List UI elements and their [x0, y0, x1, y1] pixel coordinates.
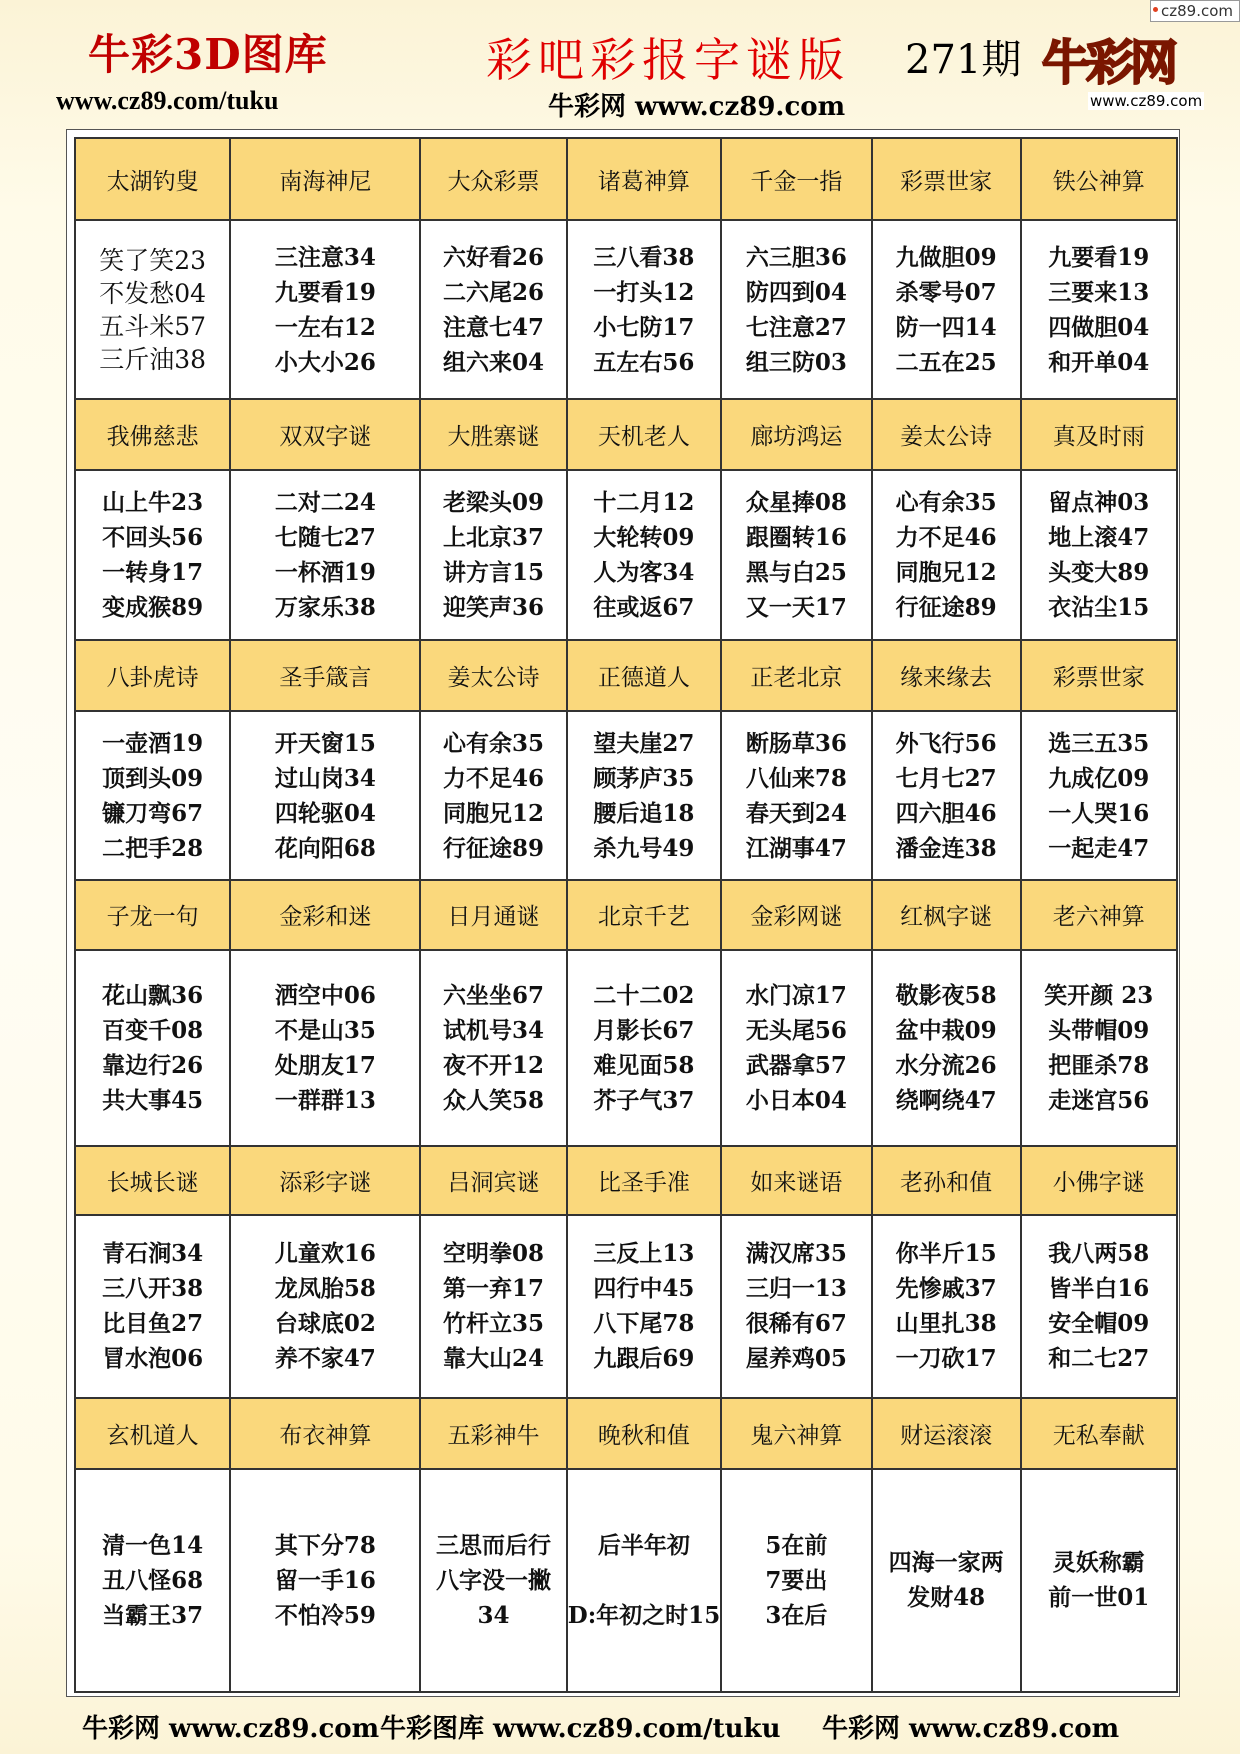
riddle-cell [1021, 950, 1178, 1146]
riddle-cell [75, 711, 230, 880]
riddle-cell [230, 711, 420, 880]
source-name-cell: 金彩和迷 [230, 880, 420, 949]
source-name-cell: 吕洞宾谜 [420, 1146, 566, 1215]
riddle-line: 大轮转09 [593, 523, 695, 551]
source-name-cell: 财运滚滚 [872, 1398, 1021, 1469]
riddle-row [75, 1215, 1177, 1398]
site-url-link[interactable]: www.cz89.com/tuku [56, 86, 279, 115]
riddle-line: 地上滚47 [1048, 523, 1150, 551]
logo-text: 牛彩网 [1042, 35, 1175, 91]
riddle-line: 头变大89 [1048, 558, 1150, 586]
riddle-cell [721, 470, 872, 639]
riddle-line: 不怕冷59 [274, 1601, 376, 1629]
riddle-line: 腰后追18 [593, 799, 695, 827]
riddle-line: 九做胆09 [895, 243, 997, 271]
riddle-line: 心有余35 [443, 729, 545, 757]
riddle-line: 敬影夜58 [895, 981, 997, 1009]
riddle-line: 四六胆46 [895, 799, 997, 827]
source-name-cell: 正德道人 [567, 640, 721, 711]
source-name-cell: 姜太公诗 [420, 640, 566, 711]
riddle-line: 34 [477, 1601, 510, 1629]
riddle-line: 一杯酒19 [274, 558, 376, 586]
riddle-line: 三斤油38 [99, 344, 207, 374]
riddle-line: 3在后 [765, 1601, 828, 1629]
riddle-line: 很稀有67 [745, 1310, 847, 1338]
riddle-line: 试机号34 [443, 1016, 545, 1044]
riddle-line [568, 1563, 720, 1598]
riddle-line: 六好看26 [443, 243, 545, 271]
riddle-line: 九要看19 [274, 278, 376, 306]
riddle-line: 共大事45 [102, 1086, 204, 1114]
riddle-line: 二五在25 [895, 348, 997, 376]
header-row [75, 880, 1177, 949]
riddle-line: 三八开38 [102, 1275, 204, 1303]
riddle-line: 九要看19 [1048, 243, 1150, 271]
riddle-line: 三反上13 [593, 1240, 695, 1268]
riddle-line: 第一弃17 [443, 1275, 545, 1303]
riddle-line: 同胞兄12 [443, 799, 545, 827]
riddle-line: 三要来13 [1048, 278, 1150, 306]
riddle-cell [75, 470, 230, 639]
riddle-line: 小日本04 [745, 1086, 847, 1114]
riddle-line: 灵妖称霸 [1052, 1549, 1145, 1577]
source-name-cell: 比圣手准 [567, 1146, 721, 1215]
riddle-cell [75, 1215, 230, 1398]
riddle-row [75, 470, 1177, 639]
riddle-line: 盆中栽09 [895, 1016, 997, 1044]
riddle-line: 力不足46 [443, 764, 545, 792]
riddle-cell [567, 950, 721, 1146]
riddle-cell [420, 1469, 566, 1692]
riddle-line: 断肠草36 [745, 729, 847, 757]
source-name-cell: 缘来缘去 [872, 640, 1021, 711]
riddle-line: 同胞兄12 [895, 558, 997, 586]
riddle-cell [567, 711, 721, 880]
riddle-line: 七注意27 [745, 313, 847, 341]
source-name-cell: 无私奉献 [1021, 1398, 1178, 1469]
header-row [75, 138, 1177, 220]
riddle-line: 镰刀弯67 [102, 799, 204, 827]
riddle-cell [1021, 1215, 1178, 1398]
riddle-line: 八仙来78 [745, 764, 847, 792]
riddle-cell [721, 220, 872, 398]
source-name-cell: 圣手箴言 [230, 640, 420, 711]
riddle-line: 选三五35 [1048, 729, 1150, 757]
riddle-line: 四做胆04 [1048, 313, 1150, 341]
riddle-cell [567, 1469, 721, 1692]
riddle-line: 开天窗15 [274, 729, 376, 757]
riddle-line: 一人哭16 [1048, 799, 1150, 827]
source-name-cell: 八卦虎诗 [75, 640, 230, 711]
riddle-line: 笑了笑23 [99, 245, 207, 275]
riddle-line: 二把手28 [102, 834, 204, 862]
riddle-line: 青石涧34 [102, 1240, 204, 1268]
issue-number: 271期 [905, 37, 1022, 83]
riddle-line: 三注意34 [274, 243, 376, 271]
source-name-cell: 北京千艺 [567, 880, 721, 949]
header-row [75, 399, 1177, 470]
riddle-line: 二对二24 [274, 488, 376, 516]
riddle-line: 龙凤胎58 [274, 1275, 376, 1303]
riddle-line: 满汉席35 [745, 1240, 847, 1268]
riddle-line: 屋养鸡05 [745, 1345, 847, 1373]
source-name-cell: 彩票世家 [1021, 640, 1178, 711]
riddle-line: 二六尾26 [443, 278, 545, 306]
riddle-line: 外飞行56 [895, 729, 997, 757]
site-title: 牛彩3D图库 [88, 30, 328, 79]
riddle-line: 七随七27 [274, 523, 376, 551]
riddle-line: 众人笑58 [443, 1086, 545, 1114]
riddle-line: 其下分78 [274, 1531, 376, 1559]
riddle-line: 一壶酒19 [102, 729, 204, 757]
riddle-line: 万家乐38 [274, 593, 376, 621]
riddle-line: 山里扎38 [895, 1310, 997, 1338]
source-name-cell: 廊坊鸿运 [721, 399, 872, 470]
riddle-line: 前一世01 [1048, 1584, 1150, 1612]
riddle-line: 后半年初 [597, 1531, 690, 1559]
riddle-line: 洒空中06 [274, 981, 376, 1009]
source-name-cell: 诸葛神算 [567, 138, 721, 220]
footer-link-left[interactable]: 牛彩网 www.cz89.com [82, 1714, 380, 1744]
riddle-cell [872, 1215, 1021, 1398]
riddle-line: 月影长67 [593, 1016, 695, 1044]
riddle-line: 七月七27 [895, 764, 997, 792]
riddle-line: 往或返67 [593, 593, 695, 621]
riddle-line: 水分流26 [895, 1051, 997, 1079]
riddle-line: 老梁头09 [443, 488, 545, 516]
source-name-cell: 铁公神算 [1021, 138, 1178, 220]
brand-logo[interactable] [1042, 18, 1202, 110]
riddle-cell [75, 1469, 230, 1692]
source-name-cell: 红枫字谜 [872, 880, 1021, 949]
source-name-cell: 长城长谜 [75, 1146, 230, 1215]
riddle-line: 力不足46 [895, 523, 997, 551]
riddle-line: 春天到24 [745, 799, 847, 827]
riddle-line: 丑八怪68 [102, 1566, 204, 1594]
source-name-cell: 彩票世家 [872, 138, 1021, 220]
riddle-cell [872, 1469, 1021, 1692]
source-name-cell: 布衣神算 [230, 1398, 420, 1469]
riddle-cell [567, 470, 721, 639]
riddle-cell [230, 220, 420, 398]
riddle-line: 清一色14 [102, 1531, 204, 1559]
riddle-line: 7要出 [765, 1566, 828, 1594]
riddle-line: 无头尾56 [745, 1016, 847, 1044]
riddle-line: 皆半白16 [1048, 1275, 1150, 1303]
riddle-line: 六坐坐67 [443, 981, 545, 1009]
header-row [75, 1398, 1177, 1469]
riddle-line: 绕啊绕47 [895, 1086, 997, 1114]
source-name-cell: 姜太公诗 [872, 399, 1021, 470]
riddle-cell [1021, 220, 1178, 398]
riddle-row [75, 950, 1177, 1146]
riddle-line: 靠大山24 [443, 1345, 545, 1373]
riddle-cell [872, 950, 1021, 1146]
riddle-line: 九成亿09 [1048, 764, 1150, 792]
riddle-line: 四轮驱04 [274, 799, 376, 827]
sub-url-link[interactable]: 牛彩网 www.cz89.com [548, 92, 846, 122]
riddle-line: 笑开颜 23 [1044, 981, 1154, 1009]
site-dot-icon [1153, 7, 1158, 12]
riddle-line: 百变千08 [102, 1016, 204, 1044]
riddle-line: 不发愁04 [99, 278, 207, 308]
source-name-cell: 五彩神牛 [420, 1398, 566, 1469]
riddle-line: 五左右56 [593, 348, 695, 376]
riddle-line: 二十二02 [593, 981, 695, 1009]
riddle-line: 心有余35 [895, 488, 997, 516]
source-name-cell: 玄机道人 [75, 1398, 230, 1469]
riddle-cell [420, 950, 566, 1146]
riddle-line: 5在前 [765, 1531, 828, 1559]
riddle-line: 杀九号49 [593, 834, 695, 862]
riddle-cell [721, 1215, 872, 1398]
riddle-line: 跟圈转16 [745, 523, 847, 551]
source-name-cell: 鬼六神算 [721, 1398, 872, 1469]
header-row [75, 640, 1177, 711]
riddle-line: 山上牛23 [102, 488, 204, 516]
riddle-line: 花向阳68 [274, 834, 376, 862]
source-name-cell: 正老北京 [721, 640, 872, 711]
source-name-cell: 如来谜语 [721, 1146, 872, 1215]
riddle-table [74, 137, 1178, 1693]
riddle-line: 芥子气37 [593, 1086, 695, 1114]
riddle-line: 发财48 [907, 1584, 986, 1612]
riddle-line: 八字没一撇 [436, 1566, 552, 1594]
source-name-cell: 大众彩票 [420, 138, 566, 220]
riddle-cell [420, 1215, 566, 1398]
riddle-line: 上北京37 [443, 523, 545, 551]
riddle-line: 靠边行26 [102, 1051, 204, 1079]
riddle-line: 变成猴89 [102, 593, 204, 621]
source-name-cell: 南海神尼 [230, 138, 420, 220]
riddle-row [75, 220, 1177, 398]
riddle-line: 八下尾78 [593, 1310, 695, 1338]
riddle-line: 武器拿57 [745, 1051, 847, 1079]
riddle-line: 留点神03 [1048, 488, 1150, 516]
riddle-line: 水门凉17 [745, 981, 847, 1009]
riddle-cell [721, 950, 872, 1146]
riddle-line: 黑与白25 [745, 558, 847, 586]
riddle-cell [75, 950, 230, 1146]
source-name-cell: 千金一指 [721, 138, 872, 220]
riddle-line: 江湖事47 [745, 834, 847, 862]
source-name-cell: 添彩字谜 [230, 1146, 420, 1215]
source-name-cell: 晚秋和值 [567, 1398, 721, 1469]
riddle-line: 儿童欢16 [274, 1240, 376, 1268]
riddle-cell [75, 220, 230, 398]
riddle-cell [230, 1469, 420, 1692]
riddle-line: 六三胆36 [745, 243, 847, 271]
riddle-line: 讲方言15 [443, 558, 545, 586]
riddle-line: 和二七27 [1048, 1345, 1150, 1373]
riddle-line: 台球底02 [274, 1310, 376, 1338]
riddle-line: 不回头56 [102, 523, 204, 551]
riddle-line: 一转身17 [102, 558, 204, 586]
riddle-row [75, 1469, 1177, 1692]
riddle-line: 三八看38 [593, 243, 695, 271]
header-row [75, 1146, 1177, 1215]
riddle-line: 一刀砍17 [895, 1345, 997, 1373]
riddle-line: 行征途89 [443, 834, 545, 862]
riddle-cell [230, 1215, 420, 1398]
riddle-line: 不是山35 [274, 1016, 376, 1044]
riddle-cell [1021, 470, 1178, 639]
riddle-cell [1021, 1469, 1178, 1692]
source-name-cell: 日月通谜 [420, 880, 566, 949]
riddle-line: 迎笑声36 [443, 593, 545, 621]
source-name-cell: 子龙一句 [75, 880, 230, 949]
riddle-line: 杀零号07 [895, 278, 997, 306]
riddle-line: 顾茅庐35 [593, 764, 695, 792]
source-name-cell: 太湖钓叟 [75, 138, 230, 220]
riddle-line: 四行中45 [593, 1275, 695, 1303]
riddle-line: 走迷宫56 [1048, 1086, 1150, 1114]
riddle-cell [230, 470, 420, 639]
riddle-line: 冒水泡06 [102, 1345, 204, 1373]
source-name-cell: 金彩网谜 [721, 880, 872, 949]
source-name-cell: 老六神算 [1021, 880, 1178, 949]
riddle-line: 当霸王37 [102, 1601, 204, 1629]
riddle-cell [872, 470, 1021, 639]
riddle-line: 望夫崖27 [593, 729, 695, 757]
riddle-line: 我八两58 [1048, 1240, 1150, 1268]
footer-link-middle[interactable]: 牛彩图库 www.cz89.com/tuku [380, 1714, 781, 1744]
riddle-line: 衣沾尘15 [1048, 593, 1150, 621]
page-title: 彩吧彩报字谜版 [486, 33, 850, 87]
riddle-line: 行征途89 [895, 593, 997, 621]
riddle-line: 过山岗34 [274, 764, 376, 792]
riddle-cell [872, 711, 1021, 880]
riddle-cell [1021, 711, 1178, 880]
riddle-line: 小大小26 [274, 348, 376, 376]
riddle-line: 五斗米57 [99, 311, 207, 341]
source-name-cell: 大胜寨谜 [420, 399, 566, 470]
source-name-cell: 小佛字谜 [1021, 1146, 1178, 1215]
riddle-line: 安全帽09 [1048, 1310, 1150, 1338]
riddle-line: 把匪杀78 [1048, 1051, 1150, 1079]
riddle-cell [567, 1215, 721, 1398]
riddle-line: 头带帽09 [1048, 1016, 1150, 1044]
riddle-line: 防四到04 [745, 278, 847, 306]
riddle-line: 三思而后行 [436, 1531, 552, 1559]
riddle-cell [872, 220, 1021, 398]
riddle-line: 竹杆立35 [443, 1310, 545, 1338]
corner-url: cz89.com [1160, 2, 1233, 20]
source-name-cell: 双双字谜 [230, 399, 420, 470]
riddle-line: 组六来04 [443, 348, 545, 376]
riddle-line: 注意七47 [443, 313, 545, 341]
riddle-line: 十二月12 [593, 488, 695, 516]
riddle-line: 四海一家两 [888, 1549, 1004, 1577]
riddle-cell [420, 220, 566, 398]
riddle-cell [721, 711, 872, 880]
riddle-line: 顶到头09 [102, 764, 204, 792]
riddle-line: 防一四14 [895, 313, 997, 341]
riddle-line: 人为客34 [593, 558, 695, 586]
riddle-cell [567, 220, 721, 398]
riddle-line: 一打头12 [593, 278, 695, 306]
riddle-line: 众星捧08 [745, 488, 847, 516]
riddle-row [75, 711, 1177, 880]
footer-link-right[interactable]: 牛彩网 www.cz89.com [822, 1714, 1120, 1744]
riddle-line: 三归一13 [745, 1275, 847, 1303]
riddle-cell [420, 470, 566, 639]
riddle-line: 养不家47 [274, 1345, 376, 1373]
riddle-line: 空明拳08 [443, 1240, 545, 1268]
riddle-cell [230, 950, 420, 1146]
riddle-line: 又一天17 [745, 593, 847, 621]
riddle-line: 比目鱼27 [102, 1310, 204, 1338]
riddle-line: 花山飘36 [102, 981, 204, 1009]
riddle-line: 夜不开12 [443, 1051, 545, 1079]
riddle-line: 九跟后69 [593, 1345, 695, 1373]
riddle-line: 你半斤15 [895, 1240, 997, 1268]
riddle-line: 留一手16 [274, 1566, 376, 1594]
riddle-line: 和开单04 [1048, 348, 1150, 376]
riddle-line: D:年初之时15 [567, 1601, 721, 1629]
riddle-line: 小七防17 [593, 313, 695, 341]
riddle-line: 一起走47 [1048, 834, 1150, 862]
riddle-line: 一群群13 [274, 1086, 376, 1114]
source-name-cell: 天机老人 [567, 399, 721, 470]
source-name-cell: 老孙和值 [872, 1146, 1021, 1215]
riddle-cell [420, 711, 566, 880]
riddle-line: 先惨戚37 [895, 1275, 997, 1303]
logo-url: www.cz89.com [1090, 92, 1203, 110]
riddle-line: 潘金连38 [895, 834, 997, 862]
source-name-cell: 我佛慈悲 [75, 399, 230, 470]
riddle-line: 组三防03 [745, 348, 847, 376]
source-name-cell: 真及时雨 [1021, 399, 1178, 470]
riddle-line: 难见面58 [593, 1051, 695, 1079]
riddle-line: 处朋友17 [274, 1051, 376, 1079]
riddle-cell [721, 1469, 872, 1692]
riddle-line: 一左右12 [274, 313, 376, 341]
